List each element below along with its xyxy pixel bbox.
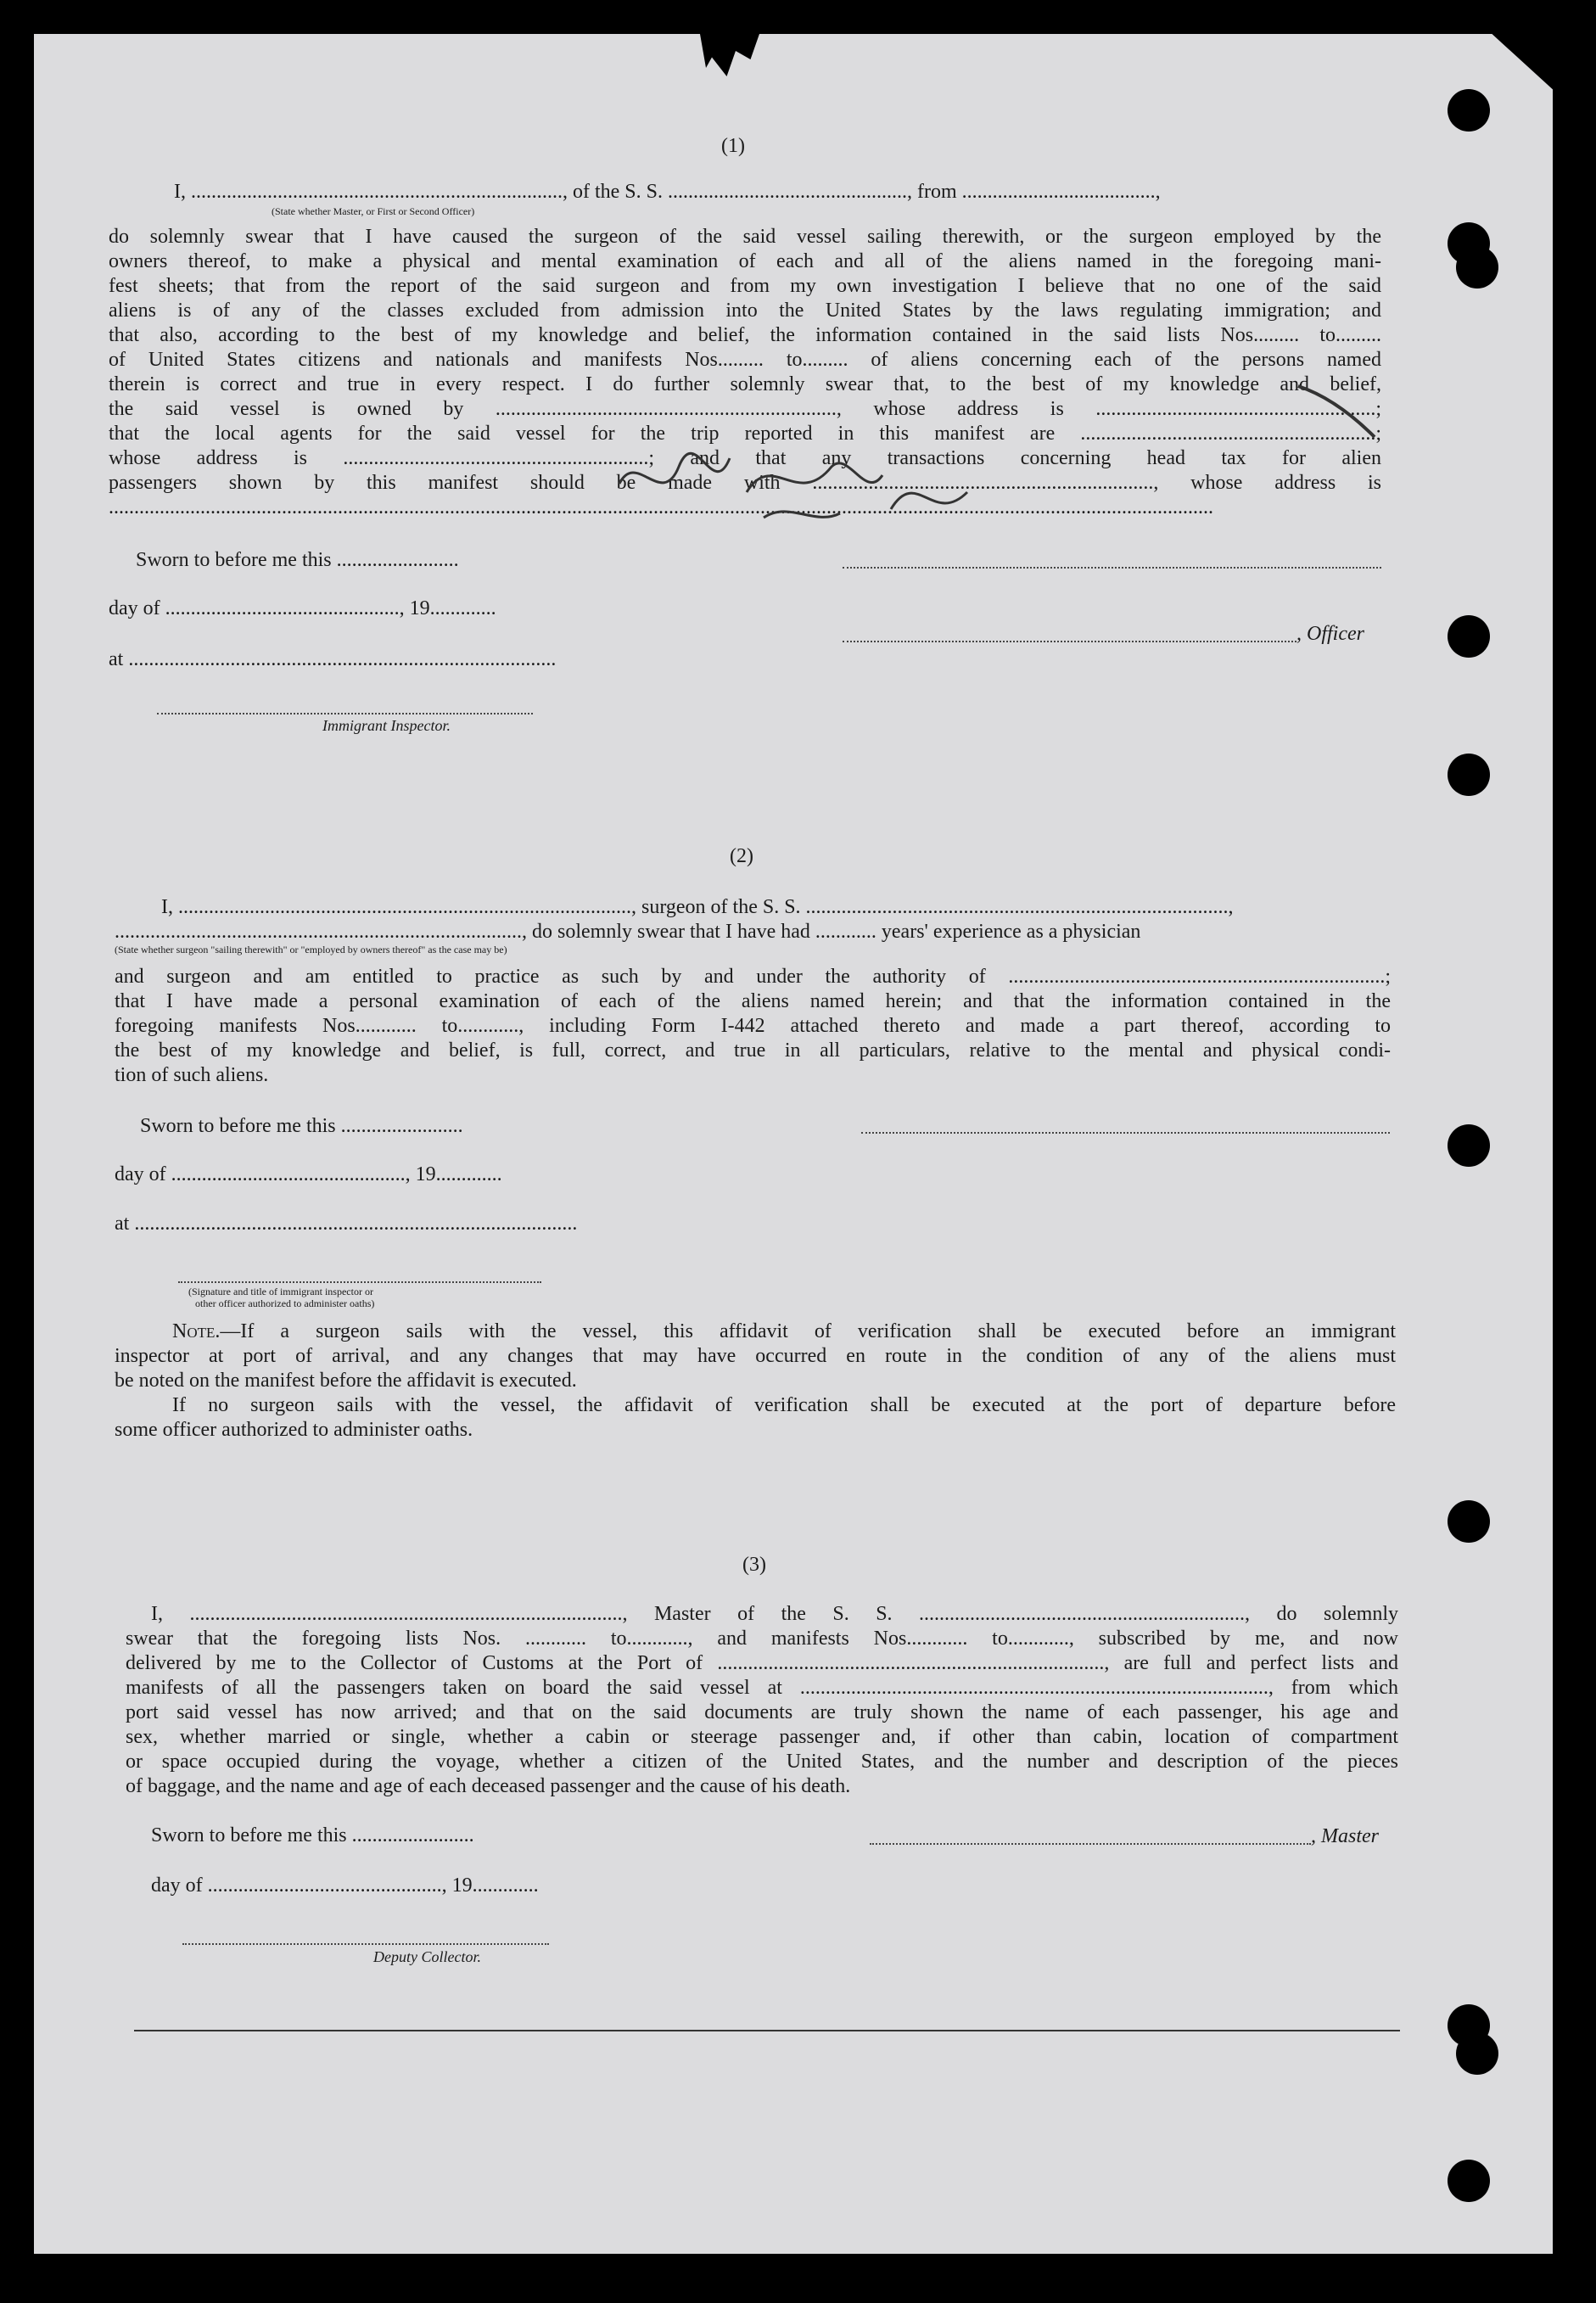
section2-line2: ................................................................................, do solemnly swear that I have had ............ years' experience as a physician <box>115 921 1141 943</box>
body-line: therein is correct and true in every respect. I do further solemnly swear that, to the best of my knowledge and belief, <box>109 373 1381 395</box>
at-line: at .................................................................................... <box>109 648 557 670</box>
body-line: ......................................................................................................................................................................................................................... <box>109 496 1213 518</box>
signature-line <box>178 1281 541 1283</box>
punch-hole <box>1448 754 1490 796</box>
note-line: inspector at port of arrival, and any changes that may have occurred en route in the condition of any of the aliens must <box>115 1345 1396 1367</box>
body-line: of United States citizens and nationals and manifests Nos......... to......... of aliens concerning each of the persons named <box>109 349 1381 371</box>
body-line: tion of such aliens. <box>115 1064 269 1086</box>
section1-line1: I, ........................................................................., of the S. S. ..............................................., from ......................................, <box>174 181 1161 203</box>
note-paragraph <box>115 1320 1396 1443</box>
punch-hole <box>1448 1124 1490 1167</box>
punch-hole <box>1448 2160 1490 2202</box>
body-line: passengers shown by this manifest should be made with ..................................................................., whose address is <box>109 472 1381 494</box>
body-line: manifests of all the passengers taken on board the said vessel at ............................................................................................, from which <box>126 1677 1398 1699</box>
section2-body <box>115 965 1391 1088</box>
body-line: foregoing manifests Nos............ to............, including Form I-442 attached thereto and made a part thereof, according to <box>115 1015 1391 1037</box>
deputy-label: Deputy Collector. <box>373 1948 481 1965</box>
section2-line1: I, ........................................................................................., surgeon of the S. S. ..................................................................................., <box>161 896 1234 918</box>
signature-line <box>870 1843 1311 1845</box>
signature-line <box>157 713 533 714</box>
body-line: delivered by me to the Collector of Customs at the Port of ............................................................................, are full and perfect lists and <box>126 1652 1398 1674</box>
day-line: day of .............................................., 19............. <box>109 597 496 619</box>
section3-body <box>126 1602 1398 1799</box>
section2-number: (2) <box>730 845 753 867</box>
note-line <box>115 1320 1396 1344</box>
note-label: Note. <box>172 1320 221 1342</box>
body-line: aliens is of any of the classes excluded from admission into the United States by the laws regulating immigration; and <box>109 300 1381 322</box>
handwritten-signature <box>611 433 1052 535</box>
punch-hole <box>1448 89 1490 132</box>
body-line: swear that the foregoing lists Nos. ............ to............, and manifests Nos............ to............, subscribed by me, and now <box>126 1628 1398 1650</box>
punch-hole <box>1448 1500 1490 1543</box>
section3-number: (3) <box>742 1554 766 1576</box>
body-line: and surgeon and am entitled to practice as such by and under the authority of ..........................................................................; <box>115 966 1391 988</box>
signature-line <box>843 641 1296 642</box>
signature-line <box>843 567 1381 569</box>
body-line: of baggage, and the name and age of each deceased passenger and the cause of his death. <box>126 1775 851 1797</box>
officer-note: (State whether Master, or First or Second Officer) <box>272 205 475 217</box>
punch-hole <box>1456 2032 1498 2075</box>
body-line: the said vessel is owned by ..................................................................., whose address is .......................................................; <box>109 398 1381 420</box>
body-line: fest sheets; that from the report of the said surgeon and from my own investigation I believe that no one of the said <box>109 275 1381 297</box>
body-line: that the local agents for the said vessel for the trip reported in this manifest are ..........................................................; <box>109 423 1381 445</box>
body-line: sex, whether married or single, whether a cabin or steerage passenger and, if other than cabin, location of compartment <box>126 1726 1398 1748</box>
bottom-rule <box>134 2030 1400 2031</box>
note-line: If no surgeon sails with the vessel, the affidavit of verification shall be executed at the port of departure before <box>172 1394 1396 1416</box>
body-line: the best of my knowledge and belief, is full, correct, and true in all particulars, relative to the mental and physical condi- <box>115 1039 1391 1062</box>
note-text: —If a surgeon sails with the vessel, this affidavit of verification shall be executed before an immigrant <box>220 1320 1396 1342</box>
master-label: , Master <box>1311 1825 1379 1847</box>
sworn-line: Sworn to before me this ........................ <box>136 549 459 571</box>
body-line: do solemnly swear that I have caused the surgeon of the said vessel sailing therewith, or the surgeon employed by the <box>109 226 1381 248</box>
note-line: be noted on the manifest before the affidavit is executed. <box>115 1370 577 1392</box>
pen-mark <box>1290 378 1392 445</box>
punch-hole <box>1448 615 1490 658</box>
sworn-line: Sworn to before me this ........................ <box>140 1115 463 1137</box>
signature-line <box>182 1943 549 1945</box>
body-line: that I have made a personal examination of each of the aliens named herein; and that the information contained in the <box>115 990 1391 1012</box>
signature-note: other officer authorized to administer oaths) <box>195 1297 375 1309</box>
day-line: day of .............................................., 19............. <box>115 1163 502 1185</box>
body-line: I, ....................................................................................., Master of the S. S. ................................................................, do solemnly <box>151 1603 1398 1625</box>
section1-number: (1) <box>721 135 745 157</box>
inspector-label: Immigrant Inspector. <box>322 717 451 734</box>
officer-label: , Officer <box>1296 623 1364 645</box>
body-line: whose address is ............................................................; and that any transactions concerning head tax for alien <box>109 447 1381 469</box>
body-line: or space occupied during the voyage, whether a citizen of the United States, and the number and description of the pieces <box>126 1751 1398 1773</box>
body-line: port said vessel has now arrived; and that on the said documents are truly shown the name of each passenger, his age and <box>126 1701 1398 1723</box>
punch-hole <box>1456 246 1498 289</box>
body-line: owners thereof, to make a physical and mental examination of each and all of the aliens named in the foregoing mani- <box>109 250 1381 272</box>
sworn-line: Sworn to before me this ........................ <box>151 1824 474 1846</box>
signature-line <box>861 1132 1390 1134</box>
at-line: at ....................................................................................... <box>115 1213 578 1235</box>
day-line: day of .............................................., 19............. <box>151 1874 539 1897</box>
surgeon-note: (State whether surgeon "sailing therewith" or "employed by owners thereof" as the case may be) <box>115 944 507 955</box>
note-line: some officer authorized to administer oaths. <box>115 1419 473 1441</box>
body-line: that also, according to the best of my knowledge and belief, the information contained in the said lists Nos......... to......... <box>109 324 1381 346</box>
signature-note: (Signature and title of immigrant inspector or <box>188 1286 373 1297</box>
